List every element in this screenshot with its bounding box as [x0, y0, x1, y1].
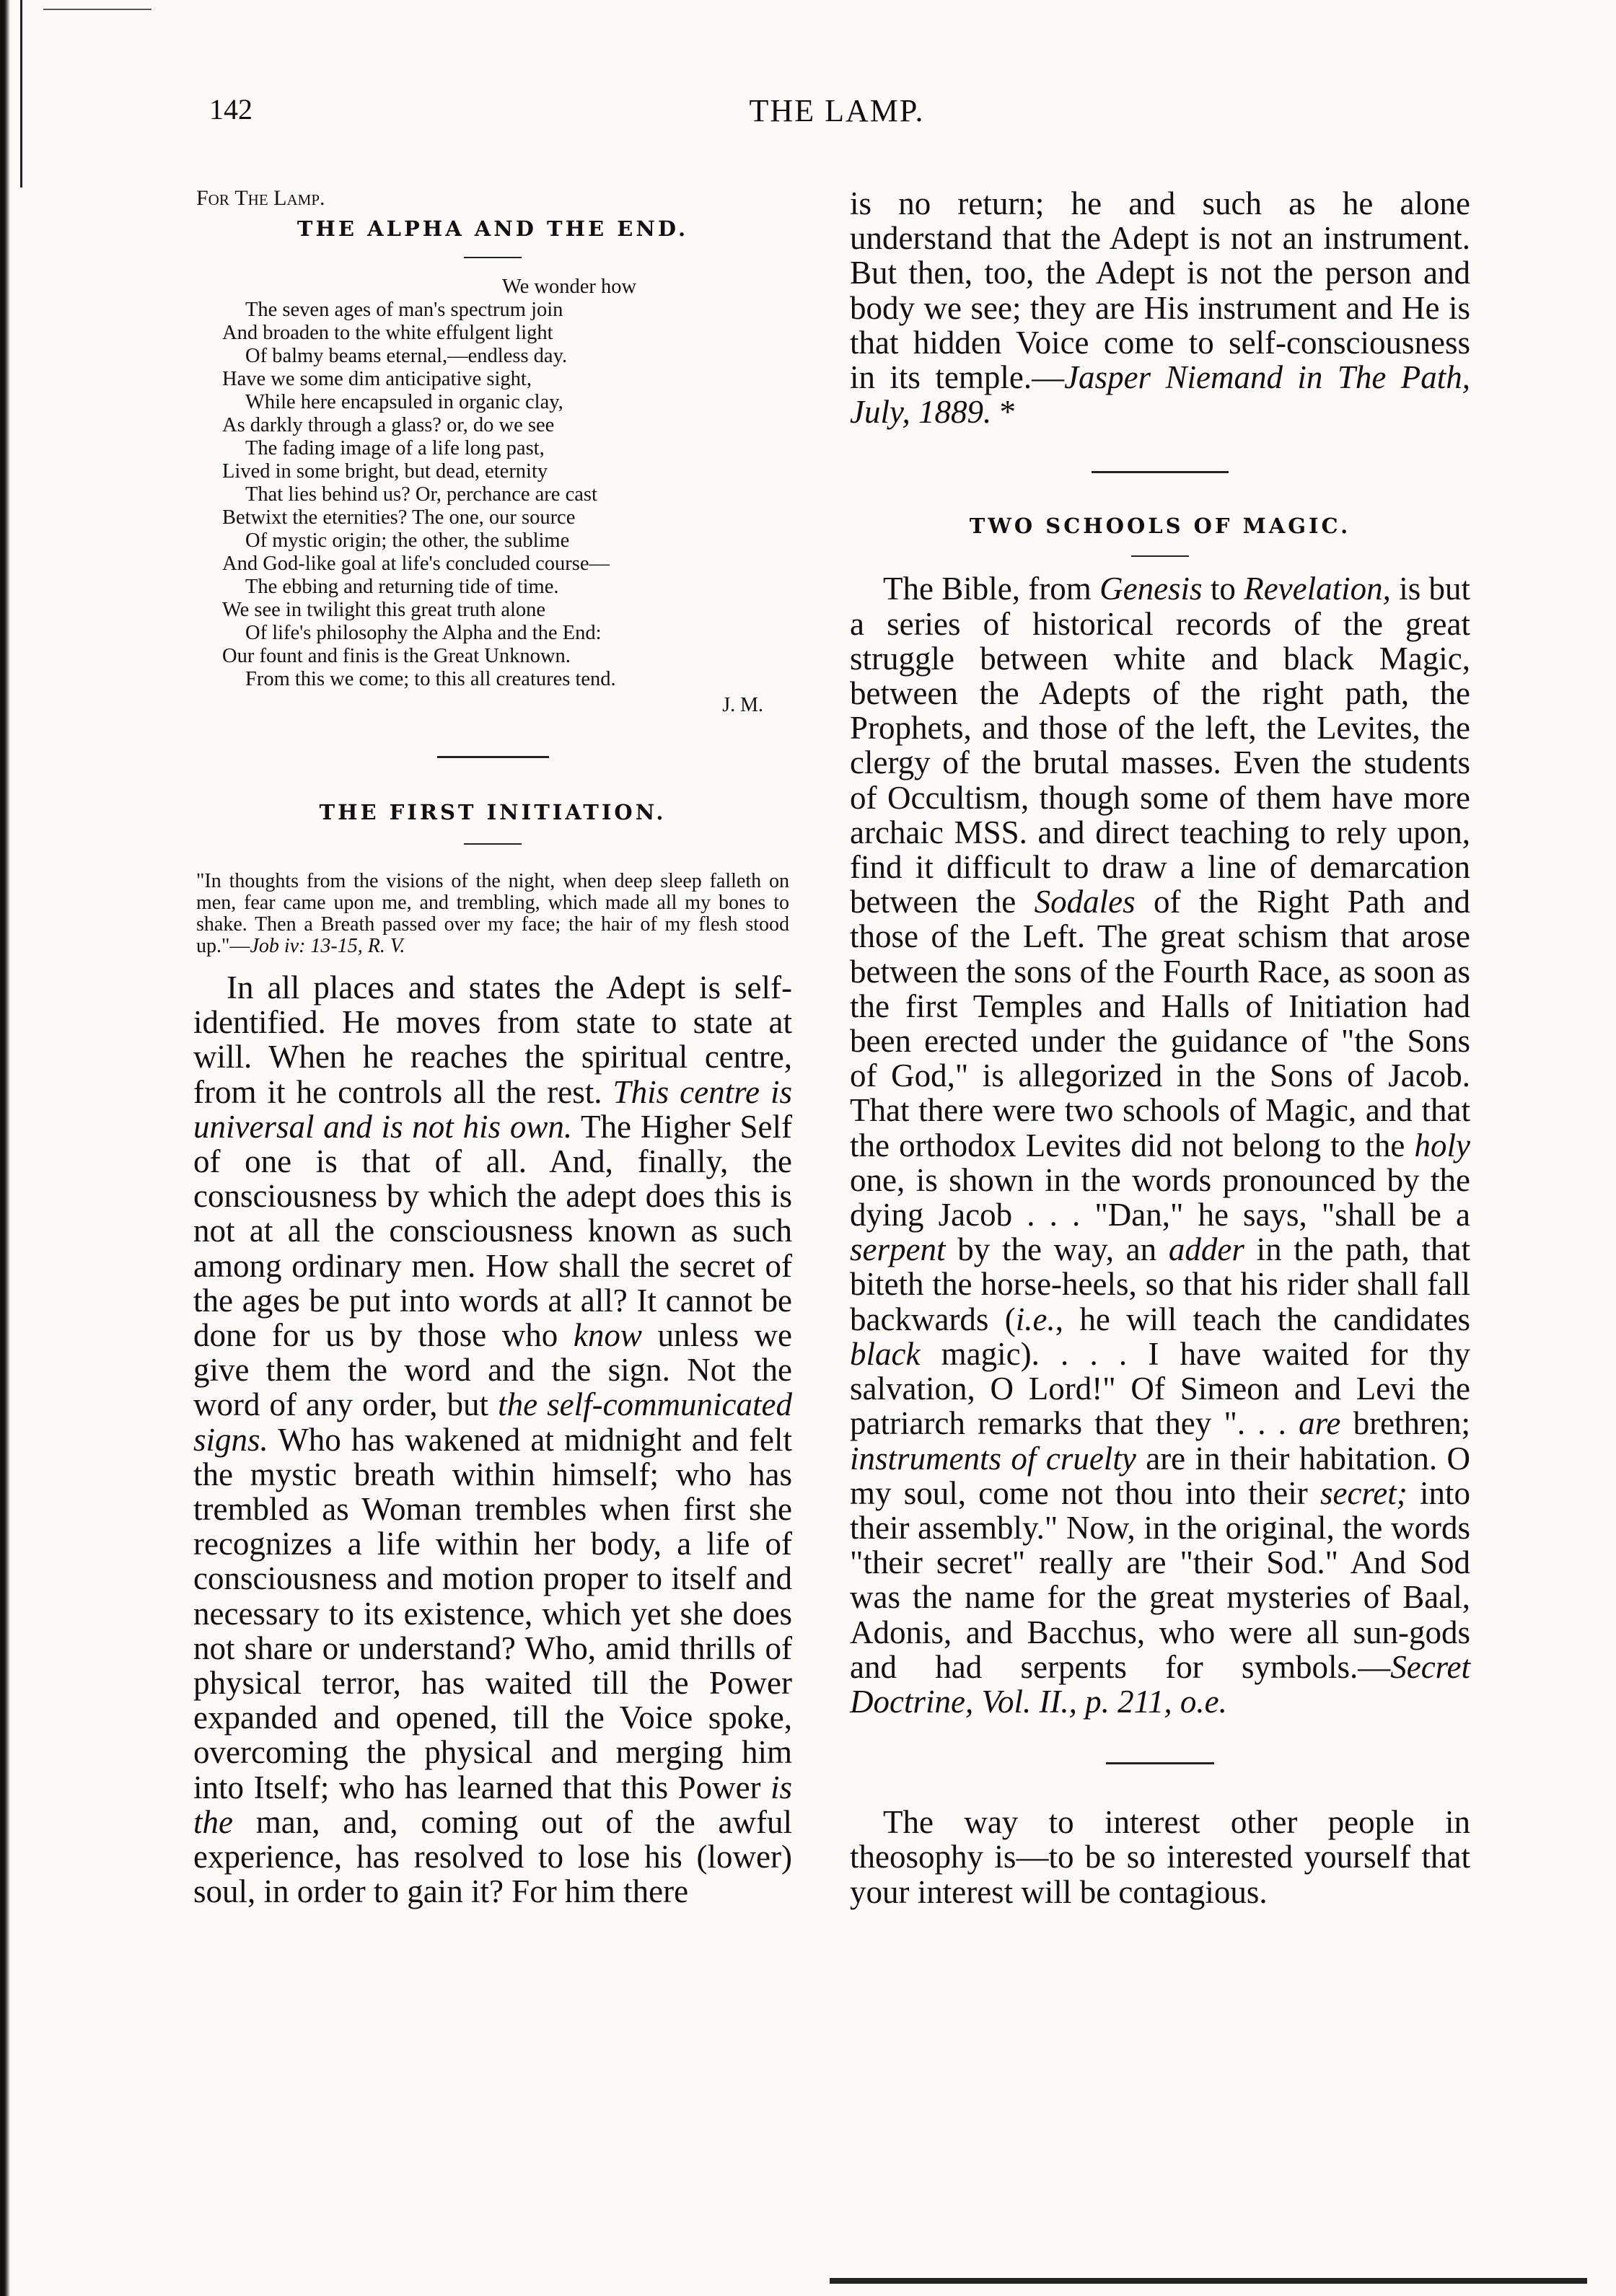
- section-rule: [437, 756, 549, 758]
- page-spine-line: [20, 0, 22, 188]
- poem-line: From this we come; to this all creatures tend.: [245, 668, 616, 690]
- page-header: [202, 92, 1472, 143]
- text-run: is but a series of historical records of the great struggle between white and black Magic, between the Adepts of the right path, the Prophets, and those of the left, the Levites, the clergy of the brutal masses. Even the students of Occultism, though some of them have more archaic MSS. and direct teaching to rely upon, find it difficult to draw a line of demarcation between the: [850, 571, 1471, 920]
- text-run: are in their habitation. O my soul, come not thou into their: [850, 1440, 1470, 1511]
- poem-line: Of mystic origin; the other, the sublime: [245, 529, 570, 552]
- short-rule: [464, 843, 522, 845]
- text-run: , he will teach the candidates: [1055, 1301, 1470, 1337]
- short-rule: [1131, 555, 1189, 557]
- text-run: of the Right Path and those of the Left. The great schism that arose between the sons of the Fourth Race, as soon as the first Temples and Halls of Initiation had been erected under the guidance of "the Sons of God," is allegorized in the Sons of Jacob. That there were two schools of Magic, and that the orthodox Levites did not belong to the: [850, 884, 1470, 1164]
- italic-run: is the: [193, 1769, 793, 1840]
- poem-line: The fading image of a life long past,: [245, 437, 545, 459]
- poem-line: We wonder how: [502, 276, 637, 298]
- italic-run: adder: [1168, 1231, 1244, 1268]
- italic-run: Genesis: [1099, 571, 1203, 607]
- right-column: [850, 186, 1470, 1909]
- epigraph-citation: Job iv: 13-15, R. V.: [250, 935, 405, 957]
- running-head: THE LAMP.: [749, 93, 925, 128]
- poem-line: While here encapsuled in organic clay,: [245, 391, 563, 413]
- italic-run: holy: [1414, 1127, 1471, 1164]
- initiation-continuation: [850, 186, 1470, 429]
- text-run: into their assembly." Now, in the original, the words "their secret" really are "their Sod." And Sod was the name for the great mysteries of Baal, Adonis, and Bacchus, who were all sun-gods and had serpents for symbols.—: [850, 1474, 1471, 1685]
- italic-run: are: [1299, 1405, 1341, 1442]
- footer-rule: [830, 2278, 1587, 2284]
- section-title: THE FIRST INITIATION.: [319, 800, 667, 824]
- text-run: magic). . . . I have waited for thy salvation, O Lord!" Of Simeon and Levi the patriarch remarks that they ". . .: [850, 1335, 1471, 1442]
- section-rule: [1092, 471, 1229, 473]
- paragraph: [193, 970, 792, 1909]
- page-number: 142: [209, 93, 252, 126]
- for-line: [196, 186, 792, 211]
- text-run: in the path, that biteth the horse-heels, so that his rider shall fall backwards (: [850, 1231, 1471, 1337]
- left-column: [193, 186, 792, 1909]
- poem-line: Of life's philosophy the Alpha and the End:: [245, 622, 602, 644]
- poem-line: And God-like goal at life's concluded course—: [222, 553, 610, 575]
- initiation-body: [193, 970, 792, 1909]
- text-run: unless we give them the word and the sign. Not the word of any order, but: [193, 1317, 792, 1423]
- page-spine-shadow: [0, 0, 10, 2296]
- italic-citation: Secret Doctrine, Vol. II., p. 211, o.e.: [850, 1648, 1470, 1720]
- text-run: is no return; he and such as he alone understand that the Adept is not an instrument. But then, too, the Adept is not the person and body we see; they are His instrument and He is that hidden Voice come to self-consciousness in its temple.—: [850, 185, 1470, 396]
- text-run: man, and, coming out of the awful experience, has resolved to lose his (lower) soul, in order to gain it? For him there: [193, 1803, 792, 1910]
- italic-run: know: [573, 1317, 642, 1354]
- poem: [193, 276, 792, 691]
- for-line-journal: The Lamp.: [234, 186, 325, 210]
- text-run: one, is shown in the words pronounced by the dying Jacob . . . "Dan," he says, "shall be a: [850, 1161, 1470, 1233]
- poem-line: We see in twilight this great truth alone: [222, 599, 546, 621]
- italic-run: instruments of cruelty: [850, 1440, 1136, 1477]
- footnote-mark: *: [999, 394, 1016, 431]
- poem-line: Have we some dim anticipative sight,: [222, 368, 532, 390]
- poem-title: THE ALPHA AND THE END.: [297, 216, 689, 241]
- italic-run: the self-communicated signs.: [193, 1386, 792, 1458]
- text-run: In all places and states the Adept is self-identified. He moves from state to state at will. When he reaches the spiritual centre, from it he controls all the rest.: [193, 969, 792, 1110]
- italic-run: secret;: [1319, 1474, 1408, 1511]
- italic-citation: Jasper Niemand in The Path, July, 1889.: [850, 359, 1470, 431]
- poem-line: That lies behind us? Or, perchance are cast: [245, 483, 597, 506]
- for-line-prefix: For: [196, 186, 229, 210]
- poem-line: Lived in some bright, but dead, eternity: [222, 460, 548, 483]
- poem-line: And broaden to the white effulgent light: [222, 322, 553, 344]
- epigraph-text: "In thoughts from the visions of the night, when deep sleep falleth on men, fear came upon me, and trembling, which made all my bones to shake. Then a Breath passed over my face; the hair of my flesh stood up."—: [196, 870, 789, 957]
- poem-line: Of balmy beams eternal,—endless day.: [245, 345, 568, 367]
- italic-run: black: [850, 1335, 921, 1372]
- poem-line: The ebbing and returning tide of time.: [245, 576, 559, 598]
- short-rule: [464, 257, 522, 258]
- section-rule: [1106, 1762, 1214, 1764]
- paragraph: The way to interest other people in theosophy is—to be so interested yourself that your interest will be contagious.: [850, 1804, 1470, 1910]
- poem-line: The seven ages of man's spectrum join: [245, 299, 563, 321]
- italic-run: serpent: [850, 1231, 946, 1268]
- corner-mark: [43, 9, 152, 10]
- italic-run: This centre is universal and is not his own.: [193, 1073, 792, 1145]
- italic-run: Revelation,: [1244, 571, 1391, 607]
- text-run: brethren;: [1353, 1405, 1471, 1442]
- poem-line: As darkly through a glass? or, do we see: [222, 414, 555, 436]
- text-run: to: [1210, 571, 1236, 607]
- italic-run: Sodales: [1034, 884, 1136, 920]
- italic-run: i.e.: [1015, 1301, 1055, 1337]
- text-run: The Higher Self of one is that of all. And, finally, the consciousness by which the adept does this is not at all the consciousness known as such among ordinary men. How shall the secret of the ages be put into words at all? It cannot be done for us by those who: [193, 1108, 792, 1354]
- magic-body: [850, 571, 1470, 1719]
- paragraph: [850, 571, 1470, 1719]
- poem-line: Betwixt the eternities? The one, our source: [222, 506, 576, 529]
- text-run: Who has wakened at midnight and felt the mystic breath within himself; who has trembled as Woman trembles when first she recognizes a life within her body, a life of consciousness and motion proper to itself and necessary to its existence, which yet she does not share or understand? Who, amid thrills of physical terror, has waited till the Power expanded and opened, till the Voice spoke, overcoming the physical and merging him into Itself; who has learned that this Power: [193, 1421, 792, 1805]
- poem-signature: J. M.: [722, 694, 763, 716]
- section-title: TWO SCHOOLS OF MAGIC.: [969, 514, 1351, 539]
- text-run: The Bible, from: [883, 571, 1092, 607]
- closing-note: [850, 1805, 1470, 1909]
- epigraph: [193, 871, 792, 957]
- text-run: by the way, an: [957, 1231, 1157, 1268]
- paragraph: [850, 186, 1470, 429]
- poem-line: Our fount and finis is the Great Unknown.: [222, 645, 571, 667]
